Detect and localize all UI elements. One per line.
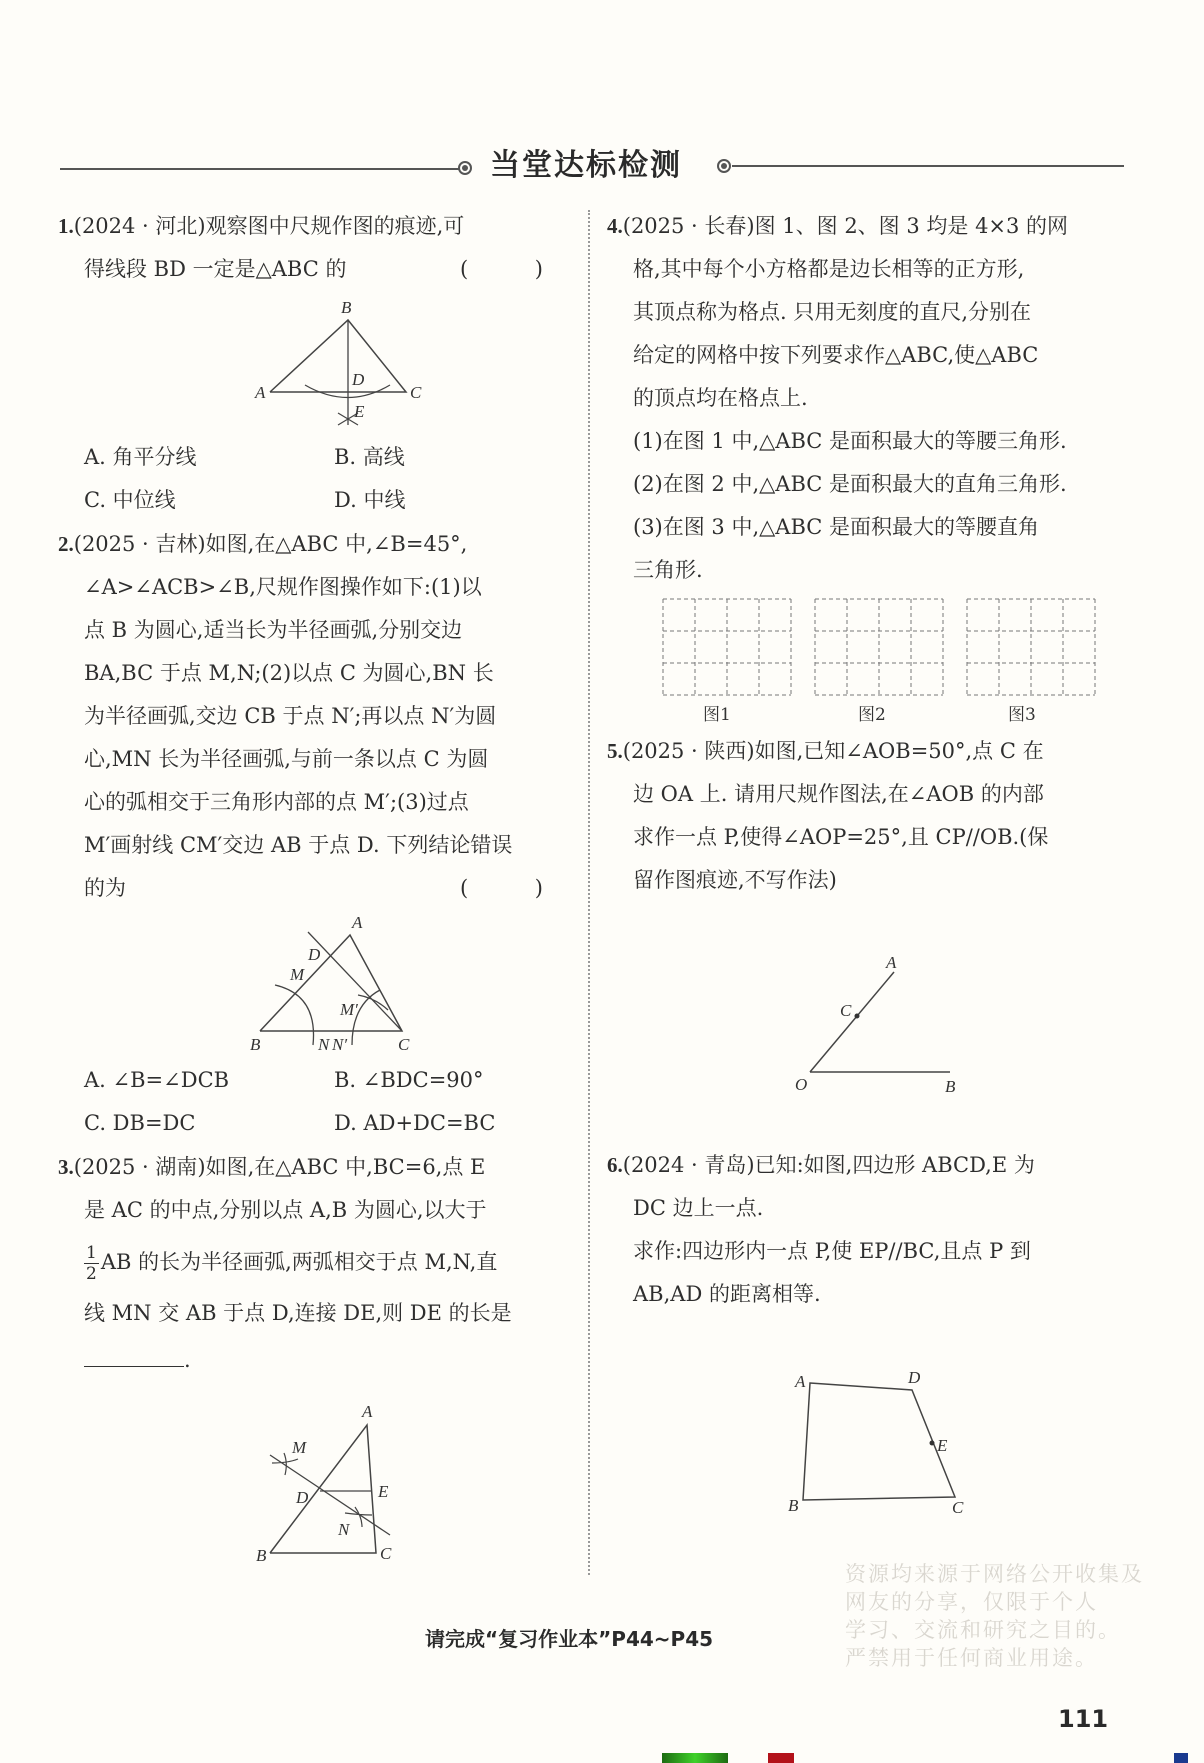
column-divider (588, 210, 590, 1575)
option-c[interactable]: C. DB=DC (84, 1111, 196, 1135)
label-b: B (788, 1496, 799, 1515)
color-tab-blue (1174, 1753, 1188, 1763)
label-c: C (380, 1544, 392, 1563)
label-n: N (318, 1035, 330, 1054)
figure-q6-quadrilateral (780, 1365, 980, 1515)
question-text: 得线段 BD 一定是△ABC 的 (84, 257, 347, 281)
label-c: C (398, 1035, 410, 1054)
question-text: 边 OA 上. 请用尺规作图法,在∠AOB 的内部 (633, 782, 1044, 806)
question-source: (2025 · 陕西) (622, 739, 755, 763)
grid-1[interactable] (663, 599, 791, 695)
figure-q2-triangle (240, 910, 430, 1060)
grid-3[interactable] (967, 599, 1095, 695)
label-m: M (290, 965, 305, 984)
grid-label-3: 图3 (1008, 705, 1036, 725)
question-text: AB 的长为半径画弧,两弧相交于点 M,N,直 (100, 1250, 498, 1274)
question-5 (607, 730, 1127, 902)
question-text: (2)在图 2 中,△ABC 是面积最大的直角三角形. (633, 472, 1067, 496)
question-number: 6. (607, 1153, 623, 1177)
question-text: 的顶点均在格点上. (633, 386, 808, 410)
label-d: D (296, 1488, 309, 1507)
label-a: A (362, 1402, 373, 1421)
option-d[interactable]: D. AD+DC=BC (334, 1111, 496, 1135)
option-b[interactable]: B. 高线 (334, 445, 405, 469)
point-c (855, 1014, 860, 1019)
question-number: 1. (58, 214, 74, 238)
answer-bracket[interactable]: ( ) (459, 876, 573, 900)
question-text: 三角形. (633, 558, 703, 582)
label-e: E (378, 1482, 389, 1501)
question-text: BA,BC 于点 M,N;(2)以点 C 为圆心,BN 长 (84, 661, 494, 685)
figure-q5-angle (790, 950, 970, 1100)
question-number: 5. (607, 739, 623, 763)
label-e: E (354, 402, 365, 421)
label-c: C (840, 1001, 852, 1020)
question-number: 2. (58, 532, 74, 556)
triangle-abc (260, 935, 402, 1031)
question-text: 心,MN 长为半径画弧,与前一条以点 C 为圆 (84, 747, 489, 771)
question-source: (2024 · 青岛) (622, 1153, 755, 1177)
question-4 (607, 205, 1127, 592)
question-text: 格,其中每个小方格都是边长相等的正方形, (633, 257, 1025, 281)
section-title: 当堂达标检测 (490, 148, 682, 183)
question-text: 为半径画弧,交边 CB 于点 N′;再以点 N′为圆 (84, 704, 497, 728)
question-text: DC 边上一点. (633, 1196, 764, 1220)
label-b: B (256, 1546, 267, 1565)
label-d: D (908, 1368, 921, 1387)
fraction-one-half: $\frac{1}{2}$ (86, 1243, 97, 1284)
question-text: 如图,已知∠AOB=50°,点 C 在 (754, 739, 1044, 763)
question-text: AB,AD 的距离相等. (633, 1282, 821, 1306)
question-text: 点 B 为圆心,适当长为半径画弧,分别交边 (84, 618, 463, 642)
question-source: (2025 · 吉林) (73, 532, 206, 556)
label-b: B (945, 1077, 956, 1096)
question-text: 如图,在△ABC 中,∠B=45°, (205, 532, 468, 556)
question-text: (3)在图 3 中,△ABC 是面积最大的等腰直角 (633, 515, 1040, 539)
question-6 (607, 1144, 1127, 1316)
label-a: A (255, 383, 266, 402)
question-2 (58, 523, 573, 910)
question-text: ∠A>∠ACB>∠B,尺规作图操作如下:(1)以 (84, 575, 482, 599)
grid-label-1: 图1 (703, 705, 731, 725)
label-c: C (952, 1498, 964, 1515)
figure-q1-triangle (240, 295, 430, 435)
question-1 (58, 205, 573, 291)
question-text: 观察图中尺规作图的痕迹,可 (205, 214, 465, 238)
option-a[interactable]: A. ∠B=∠DCB (84, 1068, 230, 1092)
figure-q3-triangle (250, 1395, 430, 1570)
point-e (930, 1441, 935, 1446)
header-ornament-right-icon (717, 159, 731, 173)
question-text: 留作图痕迹,不写作法) (633, 868, 837, 892)
label-o: O (795, 1075, 808, 1094)
question-text: M′画射线 CM′交边 AB 于点 D. 下列结论错误 (84, 833, 513, 857)
label-m-prime: M′ (340, 1000, 358, 1019)
question-2-options (84, 1059, 584, 1145)
question-text: 是 AC 的中点,分别以点 A,B 为圆心,以大于 (84, 1198, 487, 1222)
label-b: B (341, 298, 352, 317)
question-text: 如图,在△ABC 中,BC=6,点 E (205, 1155, 486, 1179)
question-text: 给定的网格中按下列要求作△ABC,使△ABC (633, 343, 1039, 367)
header-rule-left (60, 168, 460, 170)
question-text: 其顶点称为格点. 只用无刻度的直尺,分别在 (633, 300, 1032, 324)
question-source: (2025 · 长春) (622, 214, 755, 238)
header-ornament-left-icon (458, 161, 472, 175)
answer-blank[interactable] (84, 1344, 184, 1367)
question-text: 心的弧相交于三角形内部的点 M′;(3)过点 (84, 790, 469, 814)
answer-bracket[interactable]: ( ) (459, 257, 573, 281)
triangle-abc (270, 320, 406, 392)
label-a: A (886, 953, 897, 972)
ray-oa (810, 972, 894, 1072)
label-e: E (937, 1436, 948, 1455)
question-text: 已知:如图,四边形 ABCD,E 为 (754, 1153, 1035, 1177)
label-n: N (338, 1520, 350, 1539)
homework-reminder: 请完成“复习作业本”P44~P45 (425, 1627, 714, 1651)
label-d: D (308, 945, 321, 964)
option-c[interactable]: C. 中位线 (84, 488, 176, 512)
option-b[interactable]: B. ∠BDC=90° (334, 1068, 484, 1092)
label-c: C (410, 383, 422, 402)
question-number: 4. (607, 214, 623, 238)
label-d: D (352, 370, 365, 389)
question-source: (2025 · 湖南) (73, 1155, 206, 1179)
triangle-abc (270, 1425, 376, 1553)
grid-label-2: 图2 (858, 705, 886, 725)
grid-figures (660, 595, 1110, 700)
option-d[interactable]: D. 中线 (334, 488, 406, 512)
question-text: 求作:四边形内一点 P,使 EP//BC,且点 P 到 (633, 1239, 1031, 1263)
question-text: 求作一点 P,使得∠AOP=25°,且 CP//OB.(保 (633, 825, 1049, 849)
header-rule-right (732, 165, 1124, 167)
question-text: (1)在图 1 中,△ABC 是面积最大的等腰三角形. (633, 429, 1067, 453)
label-m: M (292, 1438, 307, 1457)
label-a: A (352, 913, 363, 932)
question-source: (2024 · 河北) (73, 214, 206, 238)
question-3: 3.(2025 · 湖南)如图,在△ABC 中,BC=6,点 E 是 AC 的中点,分别以点 A,B 为圆心,以大于 $\frac{1}{2}$ AB 的长为半径画弧,两弧相交于点 M,N,直 线 MN 交 AB 于点 D,连接 DE,则 DE 的长是 . (58, 1146, 573, 1385)
color-tab-red (768, 1753, 794, 1763)
question-1-options (84, 436, 584, 522)
color-tab-green (662, 1753, 728, 1763)
page-number: 111 (1058, 1705, 1109, 1733)
question-number: 3. (58, 1155, 74, 1179)
grid-2[interactable] (815, 599, 943, 695)
question-text: 图 1、图 2、图 3 均是 4×3 的网 (754, 214, 1069, 238)
question-text: 线 MN 交 AB 于点 D,连接 DE,则 DE 的长是 (84, 1301, 512, 1325)
label-b: B (250, 1035, 261, 1054)
label-n-prime: N′ (332, 1035, 348, 1054)
label-a: A (795, 1372, 806, 1391)
watermark: 资源均来源于网络公开收集及 网友的分享，仅限于个人 学习、交流和研究之目的。 严禁用于任何商业用途。 (845, 1562, 1144, 1670)
option-a[interactable]: A. 角平分线 (84, 445, 197, 469)
question-text: 的为 (84, 876, 126, 900)
